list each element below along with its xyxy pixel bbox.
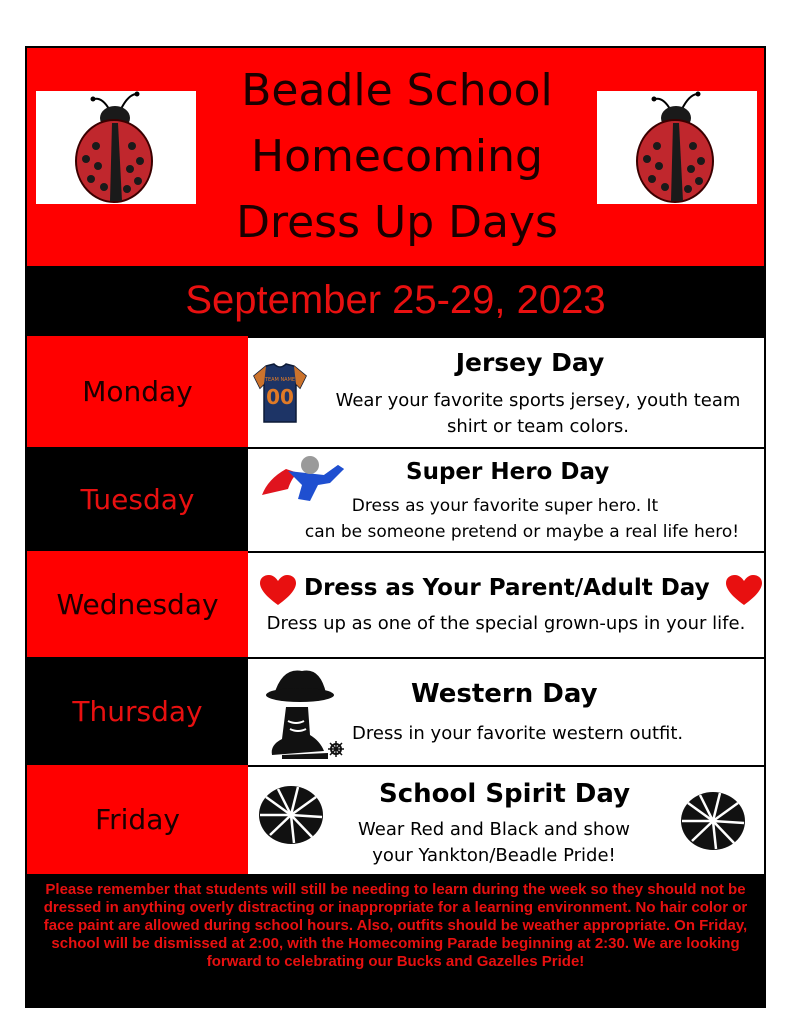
day-row-monday <box>27 336 764 447</box>
event-dates: September 25-29, 2023 <box>185 278 606 322</box>
day-label: Thursday <box>27 657 248 765</box>
day-label: Friday <box>27 765 248 874</box>
footer-notice: Please remember that students will still be needing to learn during the week so they should not be dressed in anything overly distracting or inappropriate for a learning environment. No hair color or face paint are allowed during school hours. Also, outfits should be weather appropriate. On Friday, school will be dismissed at 2:00, with the Homecoming Parade beginning at 2:30. We are looking forward to celebrating our Bucks and Gazelles Pride! <box>43 881 748 970</box>
jersey-label: TEAM NAME <box>264 377 296 383</box>
event-title: Jersey Day <box>455 348 605 377</box>
day-label: Wednesday <box>27 551 248 657</box>
date-band <box>27 268 764 336</box>
day-content <box>248 657 764 765</box>
ladybug-icon <box>36 91 196 204</box>
description-line: Dress up as one of the special grown-ups in your life. <box>266 613 746 634</box>
title-line: Dress Up Days <box>236 197 558 248</box>
day-row-thursday <box>27 657 764 765</box>
ladybug-icon <box>597 91 757 204</box>
header-band <box>27 48 764 268</box>
pompom-icon <box>258 785 324 849</box>
jersey-number: 00 <box>266 385 294 409</box>
page-title <box>207 58 587 256</box>
day-content <box>248 551 764 657</box>
event-title: School Spirit Day <box>379 779 631 809</box>
event-title: Dress as Your Parent/Adult Day <box>304 575 710 601</box>
heart-icon <box>260 575 296 611</box>
event-description <box>352 721 683 747</box>
title-line: Homecoming <box>251 131 543 182</box>
heart-icon <box>726 575 762 611</box>
day-content <box>248 765 764 874</box>
description-line: shirt or team colors. <box>447 416 629 437</box>
day-label: Monday <box>27 336 248 447</box>
day-row-tuesday <box>27 447 764 551</box>
day-content <box>248 336 764 447</box>
day-row-friday <box>27 765 764 874</box>
title-line: Beadle School <box>241 65 553 116</box>
day-content <box>248 447 764 551</box>
day-row-wednesday <box>27 551 764 657</box>
footer-notice-band <box>27 874 764 1008</box>
event-description <box>288 493 756 545</box>
event-title: Super Hero Day <box>406 459 610 485</box>
description-line: your Yankton/Beadle Pride! <box>372 845 616 866</box>
description-line: Dress in your favorite western outfit. <box>352 723 684 744</box>
event-description <box>312 388 764 440</box>
description-line: Wear your favorite sports jersey, youth team <box>335 390 741 411</box>
pompom-icon <box>680 791 746 855</box>
event-description <box>248 611 764 637</box>
cowboy-icon <box>262 665 346 765</box>
event-title: Western Day <box>411 679 598 709</box>
flyer <box>25 46 766 1008</box>
description-line: Wear Red and Black and show <box>358 819 631 840</box>
description-line: can be someone pretend or maybe a real life hero! <box>304 522 740 542</box>
event-description <box>358 817 630 869</box>
description-line: Dress as your favorite super hero. It <box>351 496 659 516</box>
day-label: Tuesday <box>27 447 248 551</box>
